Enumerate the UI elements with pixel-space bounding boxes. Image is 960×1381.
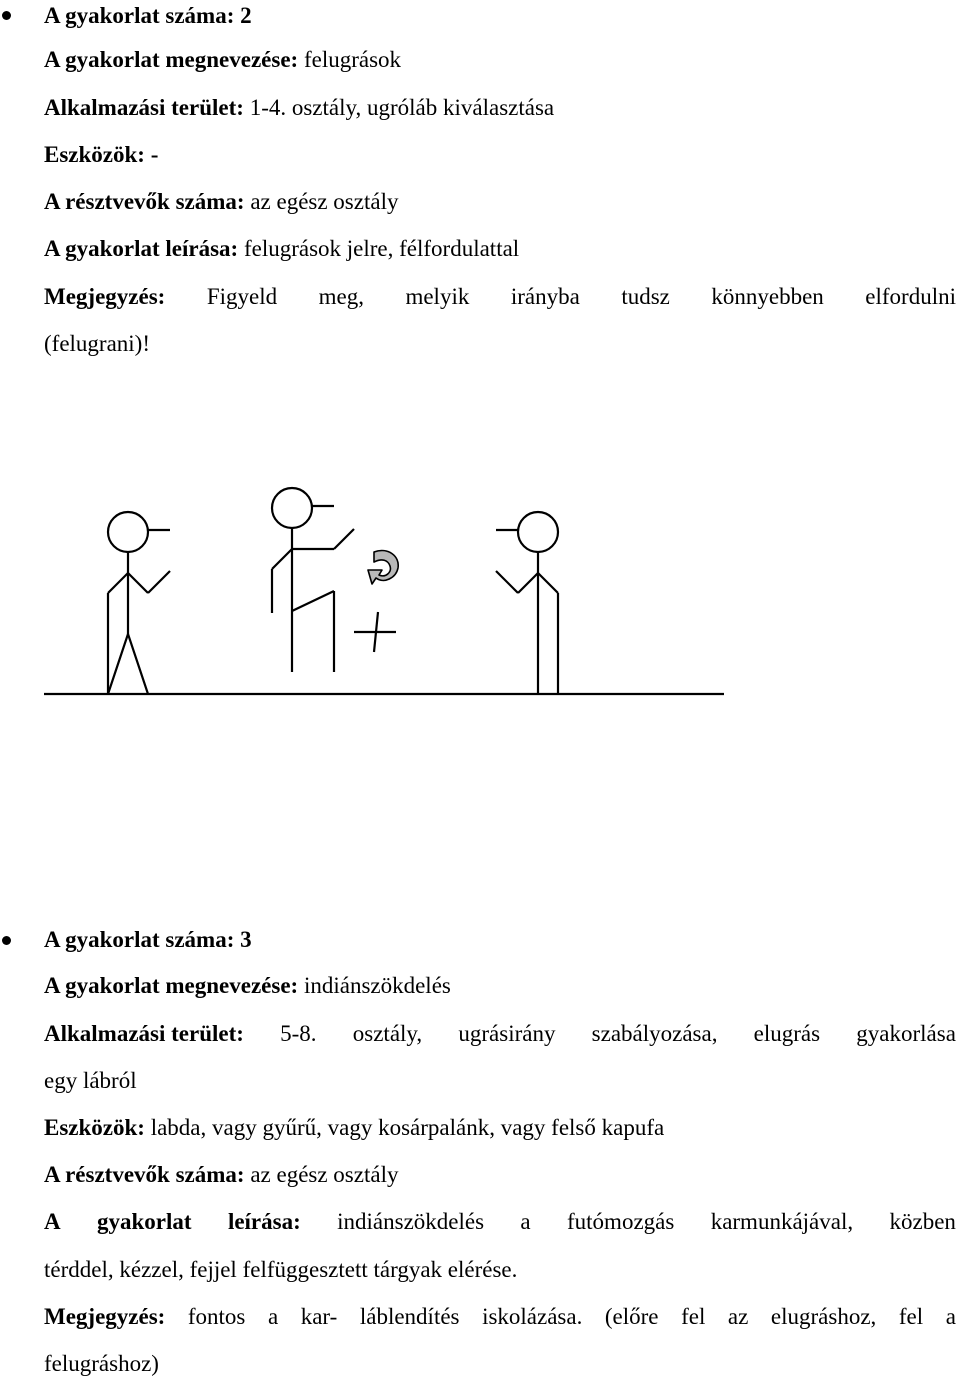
description-word: indiánszökdelés <box>337 1209 485 1234</box>
note-word: melyik <box>405 284 470 309</box>
note-line <box>44 283 956 311</box>
description-word: karmunkájával, <box>710 1209 854 1234</box>
participants-label: A résztvevők száma: <box>44 189 245 214</box>
note-word: (előre <box>604 1304 659 1329</box>
note-word: Figyeld <box>206 284 278 309</box>
note-label: Megjegyzés: <box>44 1304 166 1329</box>
participants-value: az egész osztály <box>250 189 399 214</box>
description-continuation <box>44 1256 956 1284</box>
application-area-word: elugrás <box>753 1021 821 1046</box>
tools-line <box>44 141 956 169</box>
exercise-name-line <box>44 972 956 1000</box>
note-word: könnyebben <box>711 284 824 309</box>
note-continuation <box>44 1350 956 1378</box>
application-area-continuation-text: egy lábról <box>44 1068 137 1093</box>
exercise-name-label: A gyakorlat megnevezése: <box>44 47 299 72</box>
application-area-word: ugrásirány <box>458 1021 556 1046</box>
exercise-name-label: A gyakorlat megnevezése: <box>44 973 299 998</box>
participants-line <box>44 1161 956 1189</box>
application-area-line <box>44 94 956 122</box>
application-area-continuation <box>44 1067 956 1095</box>
description-label: A gyakorlat leírása: <box>44 236 239 261</box>
exercise-name-value: felugrások <box>303 47 402 72</box>
note-word: kar- <box>300 1304 338 1329</box>
tools-label: Eszközök: <box>44 142 145 167</box>
stick-figure-landed <box>496 512 558 694</box>
note-word: tudsz <box>621 284 670 309</box>
exercise-number-line <box>44 926 956 954</box>
note-word: a <box>945 1304 956 1329</box>
description-label-word: A <box>44 1209 61 1234</box>
application-area-label: Alkalmazási terület: <box>44 1021 244 1046</box>
note-continuation <box>44 330 956 358</box>
rotation-arrow-icon <box>368 551 398 584</box>
exercise-number-label: A gyakorlat száma: <box>44 927 235 952</box>
exercise-name-line <box>44 46 956 74</box>
description-continuation-text: térddel, kézzel, fejjel felfüggesztett tárgyak elérése. <box>44 1257 518 1282</box>
description-line <box>44 1208 956 1236</box>
exercise-number-value: 2 <box>240 3 252 28</box>
jump-illustration <box>0 470 760 710</box>
note-continuation-text: felugráshoz) <box>44 1351 159 1376</box>
stick-figure-jumping <box>272 488 354 672</box>
description-label-word: gyakorlat <box>97 1209 192 1234</box>
note-word: irányba <box>510 284 580 309</box>
tools-value: labda, vagy gyűrű, vagy kosárpalánk, vagy felső kapufa <box>150 1115 665 1140</box>
exercise-number-value: 3 <box>240 927 252 952</box>
application-area-word: gyakorlása <box>856 1021 956 1046</box>
note-word: elfordulni <box>865 284 956 309</box>
description-word: közben <box>889 1209 956 1234</box>
bullet-section-3 <box>2 936 11 945</box>
note-word: fontos <box>187 1304 246 1329</box>
description-label-word: leírása: <box>227 1209 301 1234</box>
note-label: Megjegyzés: <box>44 284 166 309</box>
bullet-section-2 <box>2 11 11 20</box>
description-line <box>44 235 956 263</box>
note-word: iskolázása. <box>482 1304 583 1329</box>
note-word: elugráshoz, <box>770 1304 877 1329</box>
participants-line <box>44 188 956 216</box>
note-word: a <box>267 1304 279 1329</box>
note-word: fel <box>898 1304 924 1329</box>
tools-line <box>44 1114 956 1142</box>
participants-value: az egész osztály <box>250 1162 399 1187</box>
note-continuation-text: (felugrani)! <box>44 331 150 356</box>
landing-cross-marker <box>354 612 396 652</box>
application-area-label: Alkalmazási terület: <box>44 95 244 120</box>
application-area-value: 1-4. osztály, ugróláb kiválasztása <box>249 95 555 120</box>
application-area-word: szabályozása, <box>591 1021 718 1046</box>
tools-value: - <box>150 142 159 167</box>
description-value: felugrások jelre, félfordulattal <box>243 236 520 261</box>
note-word: fel <box>681 1304 706 1329</box>
application-area-word: osztály, <box>352 1021 423 1046</box>
participants-label: A résztvevők száma: <box>44 1162 245 1187</box>
application-area-word: 5-8. <box>280 1021 317 1046</box>
note-word: meg, <box>318 284 364 309</box>
note-line <box>44 1303 956 1331</box>
description-word: a <box>520 1209 531 1234</box>
application-area-line <box>44 1020 956 1048</box>
exercise-number-label: A gyakorlat száma: <box>44 3 235 28</box>
note-word: az <box>727 1304 749 1329</box>
exercise-number-line <box>44 2 956 30</box>
description-word: futómozgás <box>567 1209 675 1234</box>
stick-figure-start <box>108 512 170 694</box>
exercise-name-value: indiánszökdelés <box>303 973 451 998</box>
tools-label: Eszközök: <box>44 1115 145 1140</box>
note-word: láblendítés <box>359 1304 460 1329</box>
